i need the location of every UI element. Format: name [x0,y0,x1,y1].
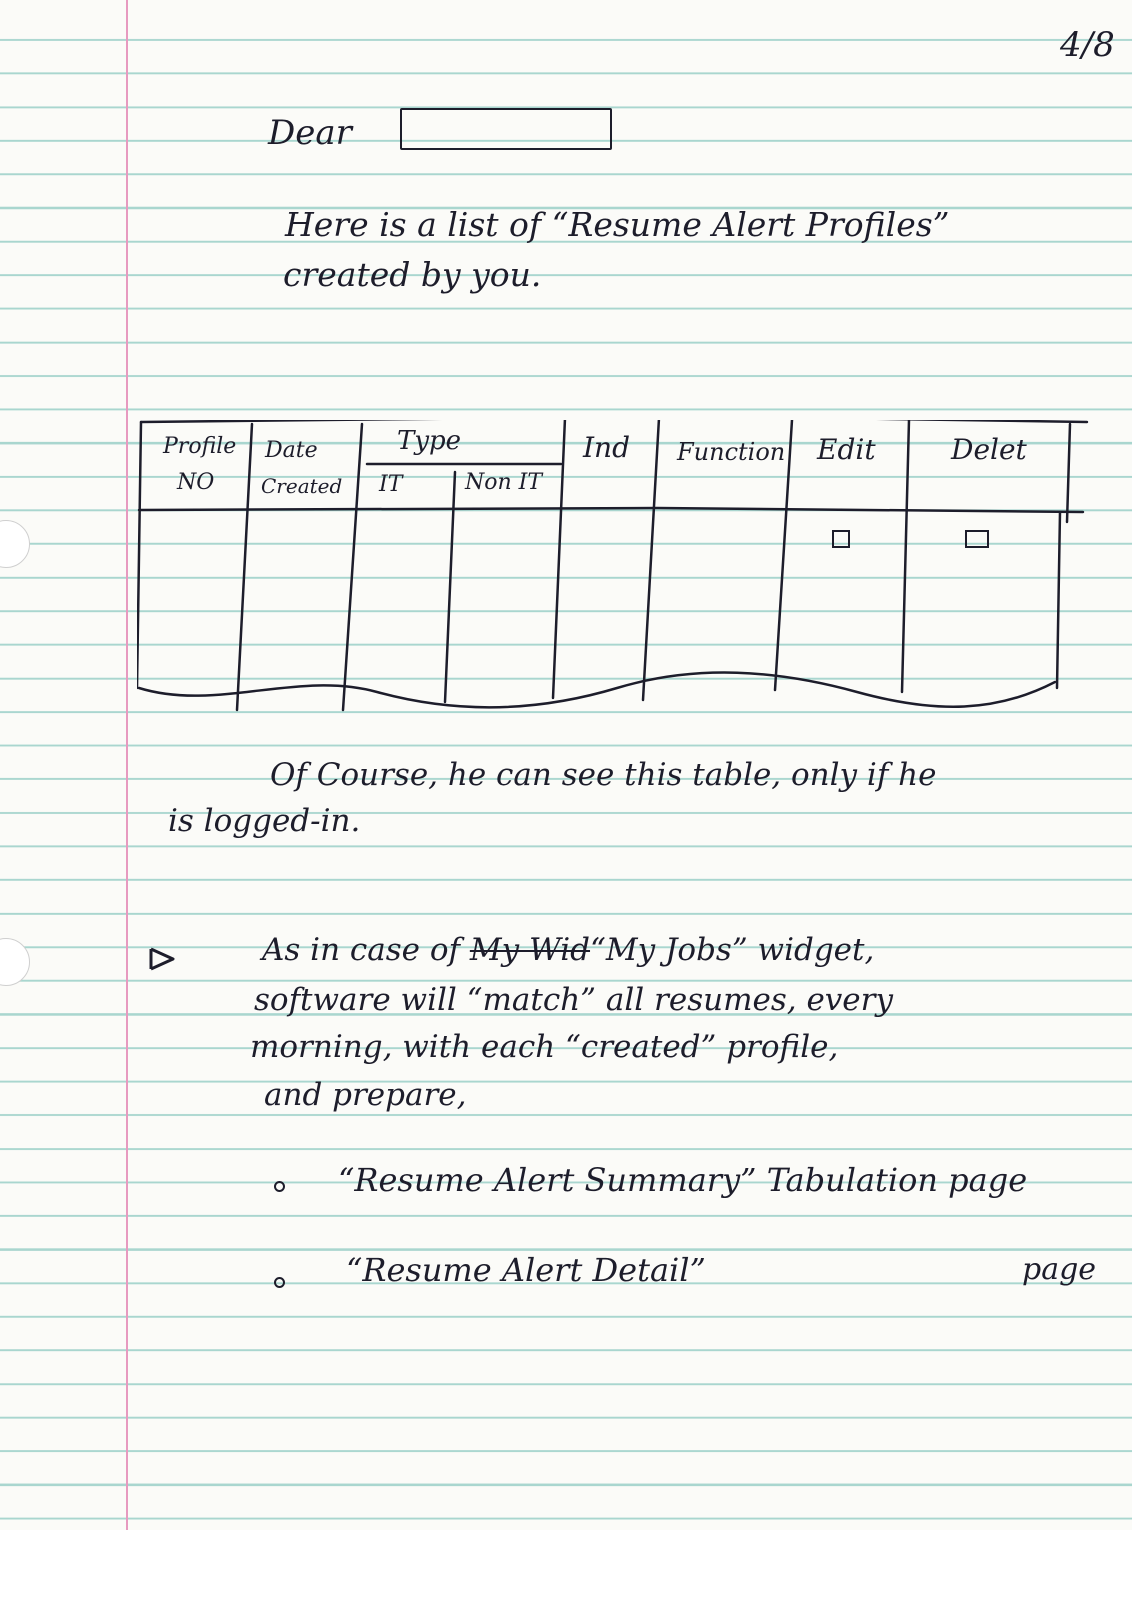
margin-line [126,0,128,1530]
header-date: Date [265,438,318,463]
header-type: Type [397,426,462,456]
resume-alert-profiles-table [137,420,1097,722]
header-profile: Profile [163,434,237,459]
header-type-it: IT [379,472,403,497]
bullet-icon [274,1181,285,1192]
bullet-detail-page-suffix: page [1022,1252,1097,1287]
header-delete: Delet [951,433,1027,466]
header-created: Created [261,474,343,498]
paragraph-line-2: software will “match” all resumes, every [254,982,893,1018]
intro-line-1: Here is a list of “Resume Alert Profiles” [285,205,950,244]
header-type-non-it: Non IT [465,470,543,495]
edit-checkbox[interactable] [832,530,850,548]
greeting: Dear [268,113,352,153]
header-edit: Edit [817,433,876,466]
page-number: 4/8 [1060,25,1115,65]
punch-hole [0,938,30,986]
paragraph-line-1-start: As in case of [262,932,460,968]
note-line-1: Of Course, he can see this table, only if he [270,757,937,793]
bullet-summary-page: “Resume Alert Summary” Tabulation page [338,1161,1028,1199]
delete-checkbox[interactable] [965,530,989,548]
paragraph-line-3: morning, with each “created” profile, [250,1029,839,1065]
struck-out-word: My Wid [469,932,591,968]
paragraph-line-1 [262,932,875,968]
note-line-2: is logged-in. [168,803,361,839]
bullet-detail-page: “Resume Alert Detail” [346,1251,706,1289]
bullet-icon [274,1277,285,1288]
header-function: Function [677,438,786,466]
paragraph-line-4: and prepare, [264,1077,467,1113]
arrow-marker-icon [148,946,176,972]
punch-hole [0,520,30,568]
header-ind: Ind [583,431,631,464]
intro-line-2: created by you. [283,255,542,294]
header-profile-no: NO [177,470,215,495]
recipient-name-box [400,108,612,150]
paragraph-line-1-end: “My Jobs” widget, [590,932,875,968]
